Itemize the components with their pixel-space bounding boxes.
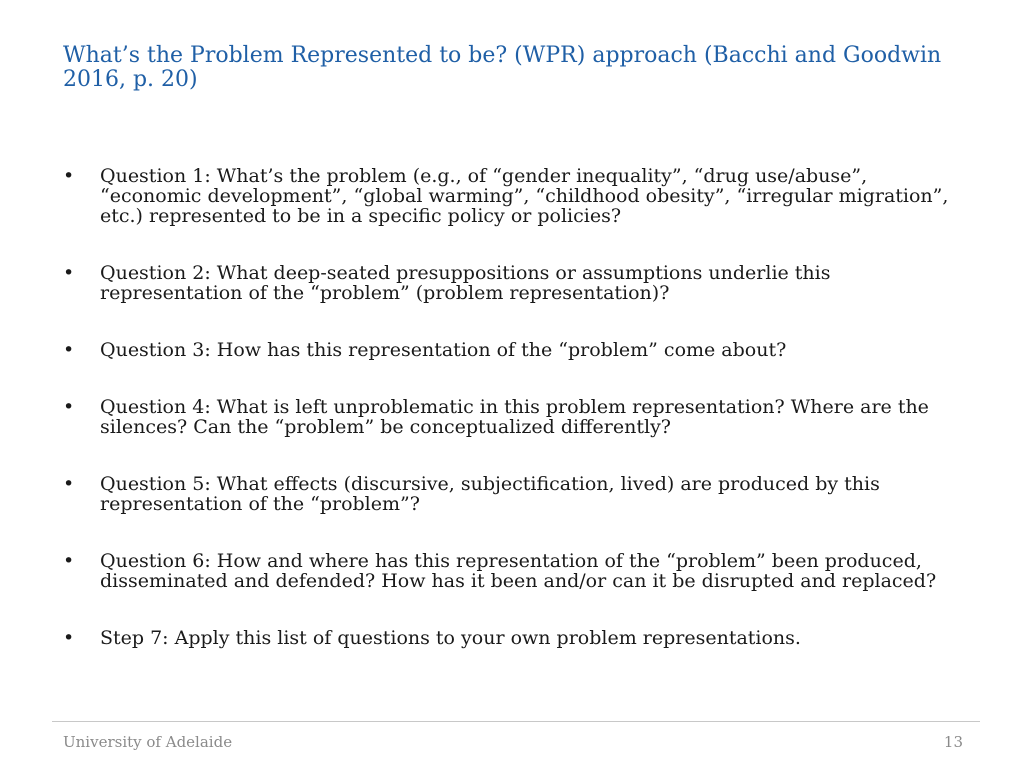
bullet-item-step-7 (63, 628, 963, 648)
footer-divider (52, 721, 980, 722)
bullet-dot-icon: • (63, 165, 75, 187)
bullet-text: Question 3: How has this representation of the “problem” come about? (100, 339, 787, 361)
bullet-text: Question 6: How and where has this representation of the “problem” been produced, disseminated and defended? How has it been and/or can it be disrupted and replaced? (100, 550, 937, 592)
slide-title: What’s the Problem Represented to be? (WPR) approach (Bacchi and Goodwin 2016, p. 20) (63, 43, 942, 92)
bullet-text: Step 7: Apply this list of questions to your own problem representations. (100, 627, 801, 649)
bullet-item-question-2 (63, 263, 963, 303)
bullet-dot-icon: • (63, 339, 75, 361)
bullet-item-question-1 (63, 166, 963, 226)
bullet-text: Question 5: What effects (discursive, subjectification, lived) are produced by this representation of the “problem”? (100, 473, 880, 515)
footer-organization: University of Adelaide (63, 733, 233, 751)
bullet-item-question-3 (63, 340, 963, 360)
bullet-dot-icon: • (63, 262, 75, 284)
bullet-dot-icon: • (63, 627, 75, 649)
bullet-item-question-5 (63, 474, 963, 514)
bullet-item-question-4 (63, 397, 963, 437)
slide-page-number: 13 (943, 733, 963, 751)
bullet-list (63, 166, 963, 648)
bullet-text: Question 4: What is left unproblematic in this problem representation? Where are the silences? Can the “problem” be conceptualized differently? (100, 396, 929, 438)
bullet-dot-icon: • (63, 396, 75, 418)
bullet-text: Question 1: What’s the problem (e.g., of “gender inequality”, “drug use/abuse”, “economic development”, “global warming”, “childhood obesity”, “irregular migration”, etc.) represented to be in a specific policy or policies? (100, 165, 949, 227)
bullet-text: Question 2: What deep-seated presuppositions or assumptions underlie this representation of the “problem” (problem representation)? (100, 262, 831, 304)
bullet-item-question-6 (63, 551, 963, 591)
bullet-dot-icon: • (63, 473, 75, 495)
bullet-dot-icon: • (63, 550, 75, 572)
